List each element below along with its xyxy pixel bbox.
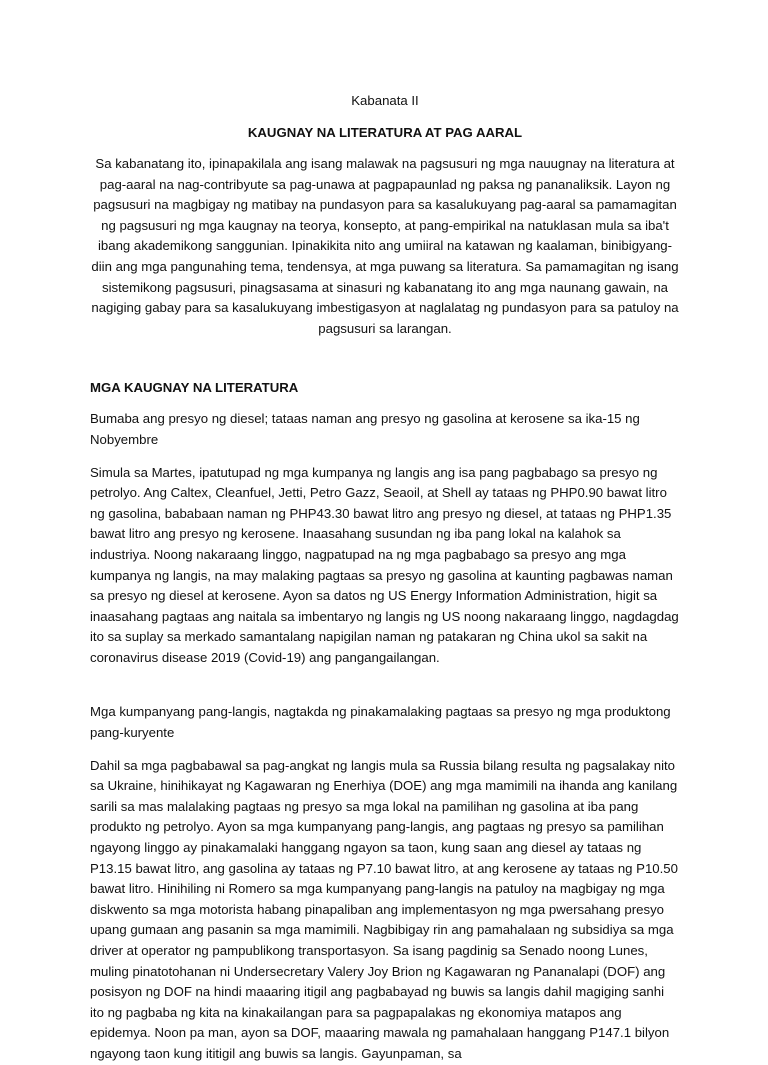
intro-paragraph: Sa kabanatang ito, ipinapakilala ang isang malawak na pagsusuri ng mga nauugnay na literatura at pag-aaral na nag-contribyute sa pag-unawa at pagpapaunlad ng paksa ng pananaliksik. Layon ng pagsusuri na magbigay ng matibay na pundasyon para sa kasalukuyang pag-aaral sa pamamagitan ng pagsusuri ng mga kaugnay na teorya, konsepto, at pang-empirikal na natuklasan mula sa iba't ibang akademikong sanggunian. Ipinakikita nito ang umiiral na katawan ng kaalaman, binibigyang-diin ang mga pangunahing tema, tendensya, at mga puwang sa literatura. Sa pamamagitan ng isang sistemikong pagsusuri, pinagsasama at sinasuri ng kabanatang ito ang mga naunang gawain, na nagiging gabay para sa kasalukuyang imbestigasyon at naglalatag ng pundasyon para sa patuloy na pagsusuri sa larangan.	[91, 156, 679, 336]
article-body: Dahil sa mga pagbabawal sa pag-angkat ng langis mula sa Russia bilang resulta ng pagsalakay nito sa Ukraine, hinihikayat ng Kagawaran ng Enerhiya (DOE) ang mga mamimili na ihanda ang kanilang sarili sa mas malalaking pagtaas ng presyo sa mga lokal na pamilihan ng gasolina at iba pang produkto ng petrolyo. Ayon sa mga kumpanyang pang-langis, ang pagtaas ng presyo sa pamilihan ngayong linggo ay pinakamalaki hanggang ngayon sa taon, kung saan ang diesel ay tataas ng P13.15 bawat litro, ang gasolina ay tataas ng P7.10 bawat litro, at ang kerosene ay tataas ng P10.50 bawat litro. Hinihiling ni Romero sa mga kumpanyang pang-langis na patuloy na magbigay ng mga diskwento sa mga motorista habang pinapaliban ang implementasyon ng mga pwersahang presyo upang gumaan ang pasanin sa mga mamimili. Nagbibigay rin ang pamahalaan ng subsidiya sa mga driver at operator ng pampublikong transportasyon. Sa isang pagdinig sa Senado noong Lunes, muling pinatotohanan ni Undersecretary Valery Joy Brion ng Kagawaran ng Pananalapi (DOF) ang posisyon ng DOF na hindi maaaring itigil ang pagbabayad ng buwis sa langis dahil magiging sanhi ito ng pagbaba ng kita na kinakailangan para sa pagpapalakas ng ekonomiya matapos ang epidemya. Noon pa man, ayon sa DOF, maaaring mawala ng pamahalaan hanggang P147.1 bilyon ngayong taon kung ititigil ang buwis sa langis. Gayunpaman, sa	[90, 757, 678, 1061]
article-title: Bumaba ang presyo ng diesel; tataas naman ang presyo ng gasolina at kerosene sa ika-15 ng Nobyembre	[90, 411, 640, 447]
chapter-title: KAUGNAY NA LITERATURA AT PAG AARAL	[247, 125, 523, 140]
article-body: Simula sa Martes, ipatutupad ng mga kumpanya ng langis ang isa pang pagbabago sa presyo ng petrolyo. Ang Caltex, Cleanfuel, Jetti, Petro Gazz, Seaoil, at Shell ay tataas ng PHP0.90 bawat litro ng gasolina, bababaan naman ng PHP43.30 bawat litro ang presyo ng diesel, at tataas ng PHP1.35 bawat litro ang presyo ng kerosene. Inaasahang susundan ng iba pang lokal na kalahok sa industriya. Noong nakaraang linggo, nagpatupad na ng mga pagbabago sa presyo ang mga kumpanya ng langis, na may malaking pagtaas sa presyo ng gasolina at kaunting pagbawas naman sa presyo ng diesel at kerosene. Ayon sa datos ng US Energy Information Administration, higit sa inaasahang pagtaas ang naitala sa imbentaryo ng langis ng US noong nakaraang linggo, nagdagdag ito sa suplay sa merkado samantalang napigilan naman ng patakaran ng China ukol sa sakit na coronavirus disease 2019 (Covid-19) ang pangangailangan.	[90, 464, 679, 665]
article	[90, 702, 680, 1064]
chapter-label: Kabanata II	[351, 93, 419, 108]
article-title: Mga kumpanyang pang-langis, nagtakda ng pinakamalaking pagtaas sa presyo ng mga produktong pang-kuryente	[90, 704, 671, 741]
article	[90, 409, 680, 668]
section-heading: MGA KAUGNAY NA LITERATURA	[90, 380, 299, 396]
